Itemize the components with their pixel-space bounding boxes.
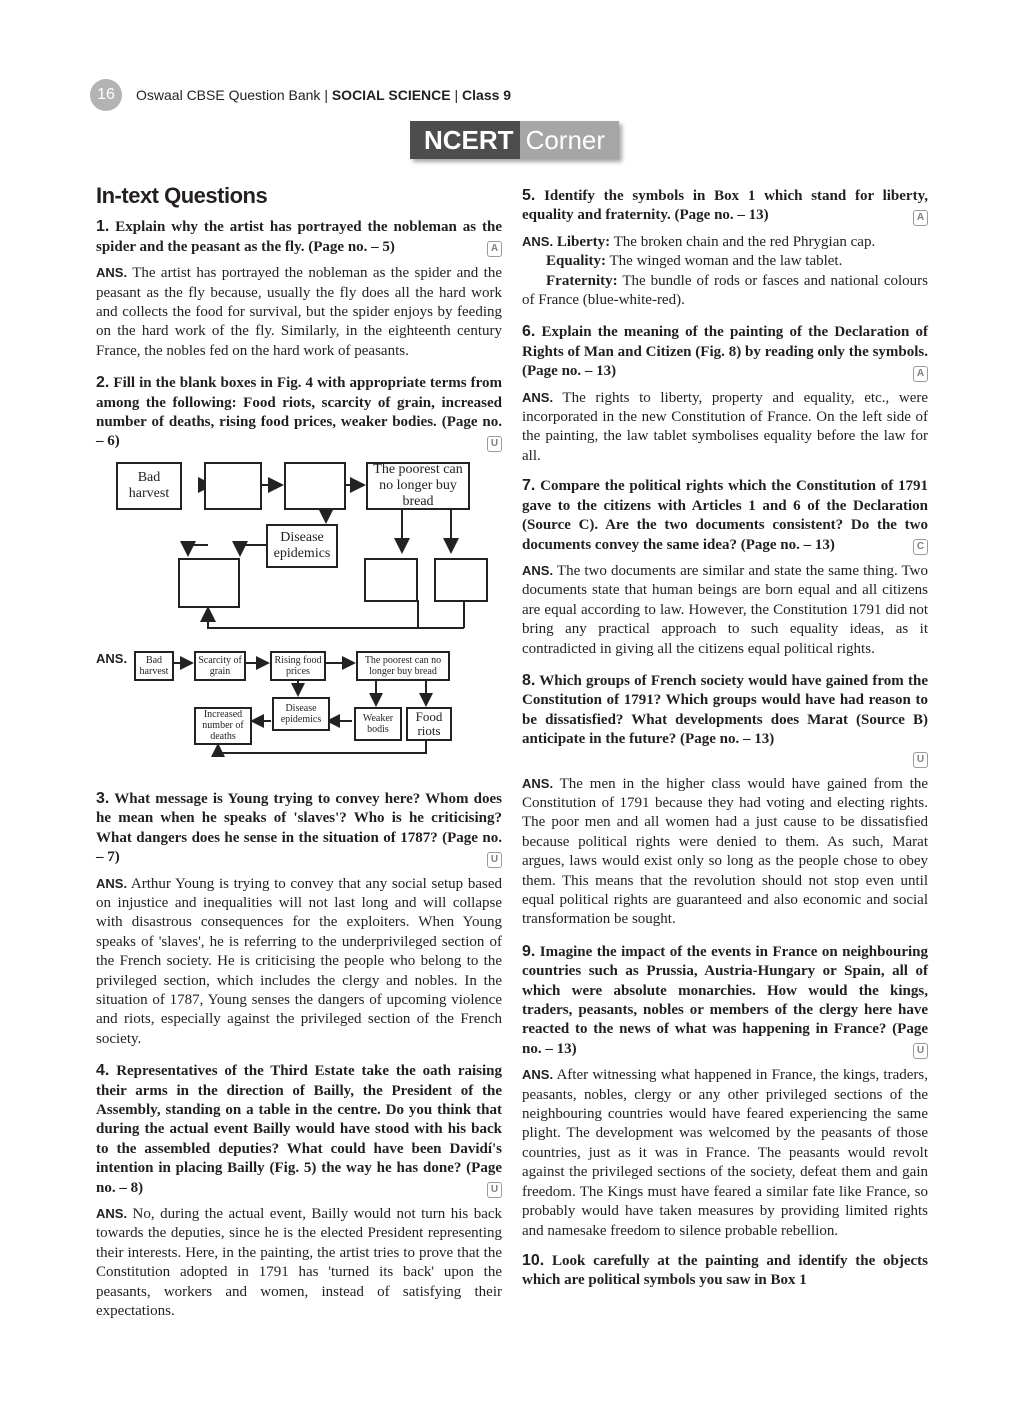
question-number: 8. bbox=[522, 671, 536, 689]
answer-text: Arthur Young is trying to convey that any social setup based on injustice and inequalities will not last long and will collapse with disastrous consequences for the exploiters. When Young speaks of 'slaves', he is referring to the underprivileged section of the French society. He is criticising the people who belong to the privileged section, which includes the clergy and nobles. In the situation of 1787, Young senses the dangers of upcoming violence and riots, especially against the privileged section of the French society. bbox=[96, 875, 502, 1047]
answer-text: The rights to liberty, property and equality, etc., were incorporated in the new Constitution of France. On the left side of the painting, the law tablet symbolises equality before the law for all. bbox=[522, 389, 929, 464]
question-text: What message is Young trying to convey here? Whom does he mean when he speaks of 'slaves'? Who is he criticising? What dangers does he sense in the situation of 1787? (Page no. – 7) bbox=[96, 790, 503, 866]
question-type-icon: U bbox=[487, 436, 502, 452]
box-poorest: The poorest can no longer buy bread bbox=[366, 462, 470, 510]
question-text: Identify the symbols in Box 1 which stand for liberty, equality and fraternity. (Page no. – 13) bbox=[522, 188, 928, 224]
answer-label: ANS. bbox=[522, 1067, 554, 1083]
box-scarcity: Scarcity of grain bbox=[194, 651, 246, 681]
question-4 bbox=[96, 1061, 502, 1198]
blank-box bbox=[178, 558, 240, 608]
answer-5-fraternity bbox=[522, 272, 928, 311]
question-text: Explain the meaning of the painting of the Declaration of Rights of Man and Citizen (Fig. 8) by reading only the symbols. (Page no. – 13) bbox=[522, 324, 928, 380]
answer-5 bbox=[522, 232, 928, 252]
box-bad-harvest: Bad harvest bbox=[116, 462, 182, 510]
question-type-icon: A bbox=[913, 366, 928, 382]
subject-name: SOCIAL SCIENCE bbox=[331, 87, 451, 103]
blank-box bbox=[434, 558, 488, 602]
answer-text: The men in the higher class would have gained from the Constitution of 1791 because they had voting and electing rights. The poor men and all women had a just cause to be dissatisfied because political rights were denied to them. As such, Marat argues, laws would exist only so long as the people chose to obey them. This means that the revolution should not stop even until equal political rights are guaranteed and also economic and social transformation be sought. bbox=[522, 775, 928, 928]
question-text: Look carefully at the painting and identify the objects which are political symbols you saw in Box 1 bbox=[522, 1252, 929, 1289]
flowchart-answer bbox=[96, 649, 502, 779]
box-increased-deaths: Increased number of deaths bbox=[194, 707, 252, 745]
box-bad-harvest: Bad harvest bbox=[134, 651, 174, 681]
question-text: Representatives of the Third Estate take the oath raising their arms in the direction of Bailly, the President of the Assembly, standing on a table in the centre. Do you think that during the actual event Bailly would have stood with his back to the assembled deputies? What could have been Davidí's intention in placing Bailly (Fig. 5) the way he has done? (Page no. – 8) bbox=[96, 1063, 503, 1196]
question-text: Explain why the artist has portrayed the nobleman as the spider and the peasant as the fly. (Page no. – 5) bbox=[96, 219, 503, 255]
question-text: Fill in the blank boxes in Fig. 4 with appropriate terms from among the following: Food riots, scarcity of grain, increased number of deaths, rising food prices, weaker bodies. (Page no. – 6) bbox=[96, 375, 503, 450]
question-number: 3. bbox=[96, 789, 110, 807]
question-10 bbox=[522, 1251, 928, 1291]
answer-1 bbox=[96, 263, 502, 361]
question-3 bbox=[96, 789, 502, 868]
answer-5-equality bbox=[522, 252, 928, 271]
box-disease: Disease epidemics bbox=[266, 524, 338, 568]
question-number: 7. bbox=[522, 477, 536, 495]
answer-label: ANS. bbox=[96, 650, 128, 666]
answer-9 bbox=[522, 1065, 928, 1241]
term-liberty: Liberty: bbox=[556, 233, 611, 250]
class-name: Class 9 bbox=[462, 87, 512, 103]
answer-text: No, during the actual event, Bailly would not turn his back towards the deputies, since he is the elected President representing their interests. Here, in the painting, the artist tries to prove that the Constitution adopted in 1791 has 'turned its back' upon the peasants, workers and women, instead of satisfying their expectations. bbox=[96, 1206, 503, 1320]
answer-label: ANS. bbox=[522, 233, 554, 249]
answer-label: ANS. bbox=[522, 775, 554, 791]
separator: | bbox=[324, 87, 328, 103]
page-number: 16 bbox=[90, 79, 122, 111]
box-weaker-bodies: Weaker bodis bbox=[354, 707, 402, 741]
book-title: Oswaal CBSE Question Bank bbox=[136, 87, 321, 103]
question-type-icon: U bbox=[487, 852, 502, 868]
answer-label: ANS. bbox=[96, 875, 128, 891]
answer-label: ANS. bbox=[96, 1206, 128, 1221]
answer-text: The bundle of rods or fasces and national colours of France (blue-white-red). bbox=[522, 272, 928, 309]
term-equality: Equality: bbox=[546, 253, 607, 270]
answer-text: After witnessing what happened in France, the kings, traders, peasants, nobles, clergy or any other privileged sections of the neighbouring countries would have feared experiencing the same plight. The development was welcomed by the peasants of those countries, just as it was in France. The peasants would revolt against the privileged sections of the society, defeat them and gain freedom. The Kings must have feared a similar fate like France, so probably would have taken measures by providing limited rights and namesake freedom to silence probable rebellion. bbox=[522, 1067, 928, 1239]
answer-7 bbox=[522, 561, 928, 659]
question-6 bbox=[522, 322, 928, 381]
left-column bbox=[96, 180, 502, 1321]
running-header bbox=[136, 87, 511, 103]
page-header bbox=[90, 80, 511, 110]
blank-box bbox=[364, 558, 418, 602]
question-type-icon: A bbox=[913, 210, 928, 226]
question-5 bbox=[522, 186, 928, 226]
question-number: 5. bbox=[522, 187, 536, 204]
answer-text: The winged woman and the law tablet. bbox=[606, 253, 843, 270]
answer-4 bbox=[96, 1204, 502, 1321]
question-number: 9. bbox=[522, 942, 536, 960]
box-food-riots: Food riots bbox=[406, 707, 452, 741]
banner-part1: NCERT bbox=[410, 121, 520, 159]
question-number: 6. bbox=[522, 323, 536, 341]
blank-box bbox=[204, 462, 262, 510]
box-disease: Disease epidemics bbox=[272, 697, 330, 731]
box-rising-prices: Rising food prices bbox=[270, 651, 326, 681]
question-type-icon: A bbox=[487, 241, 502, 257]
box-poorest: The poorest can no longer buy bread bbox=[356, 651, 450, 681]
question-type-icon: U bbox=[913, 1043, 928, 1059]
question-number: 1. bbox=[96, 218, 110, 236]
question-type-icon: U bbox=[913, 752, 928, 768]
answer-text: The artist has portrayed the nobleman as the spider and the peasant as the fly because, usually the fly does all the hard work and collects the food for survival, but the spider enjoys by feeding on the hard work of the fly. Similarly, in the eighteenth century France, the nobles fed on the hard work of peasants. bbox=[96, 265, 502, 359]
question-text: Imagine the impact of the events in France on neighbouring countries such as Prussia, Austria-Hungary or Spain, all of which were absolute monarchies. How would the kings, traders, peasants, nobles or members of the clergy here have reacted to the news of what was happening in France? (Page no. – 13) bbox=[522, 943, 929, 1057]
answer-label: ANS. bbox=[522, 562, 554, 578]
banner-part2: Corner bbox=[520, 121, 619, 159]
separator: | bbox=[454, 87, 459, 103]
question-1 bbox=[96, 217, 502, 257]
ncert-corner-banner bbox=[410, 121, 619, 159]
answer-text: The broken chain and the red Phrygian cap. bbox=[610, 233, 876, 250]
question-text: Compare the political rights which the Constitution of 1791 gave to the citizens with Articles 1 and 6 of the Declaration (Source C). Are the two documents consistent? Do the two documents convey the same idea? (Page no. – 13) bbox=[522, 478, 929, 553]
question-number: 2. bbox=[96, 374, 110, 392]
flowchart-question bbox=[96, 460, 502, 635]
question-2 bbox=[96, 373, 502, 452]
answer-3 bbox=[96, 874, 502, 1050]
question-text: Which groups of French society would have gained from the Constitution of 1791? Which groups would have had reason to be dissatisfied? What developments does Marat (Source B) anticipate in the future? (Page no. – 13) bbox=[522, 672, 928, 748]
section-title: In-text Questions bbox=[96, 183, 268, 208]
answer-text: The two documents are similar and state the same thing. Two documents state that human beings are born equal and all citizens are equal according to law. However, the Constitution 1791 did not bring any practical approach to such equality ideas, as it contradicted in giving all the citizens equal political rights. bbox=[522, 562, 928, 657]
answer-label: ANS. bbox=[522, 389, 554, 405]
answer-8 bbox=[522, 774, 928, 930]
answer-label: ANS. bbox=[96, 265, 128, 281]
right-column bbox=[522, 186, 928, 1291]
question-number: 4. bbox=[96, 1062, 110, 1080]
question-9 bbox=[522, 942, 928, 1059]
answer-6 bbox=[522, 388, 928, 467]
question-number: 10. bbox=[522, 1251, 545, 1269]
term-fraternity: Fraternity: bbox=[546, 272, 618, 289]
question-type-icon: U bbox=[487, 1182, 502, 1198]
question-8 bbox=[522, 671, 928, 765]
blank-box bbox=[284, 462, 346, 510]
question-7 bbox=[522, 476, 928, 555]
question-type-icon: C bbox=[913, 539, 928, 555]
